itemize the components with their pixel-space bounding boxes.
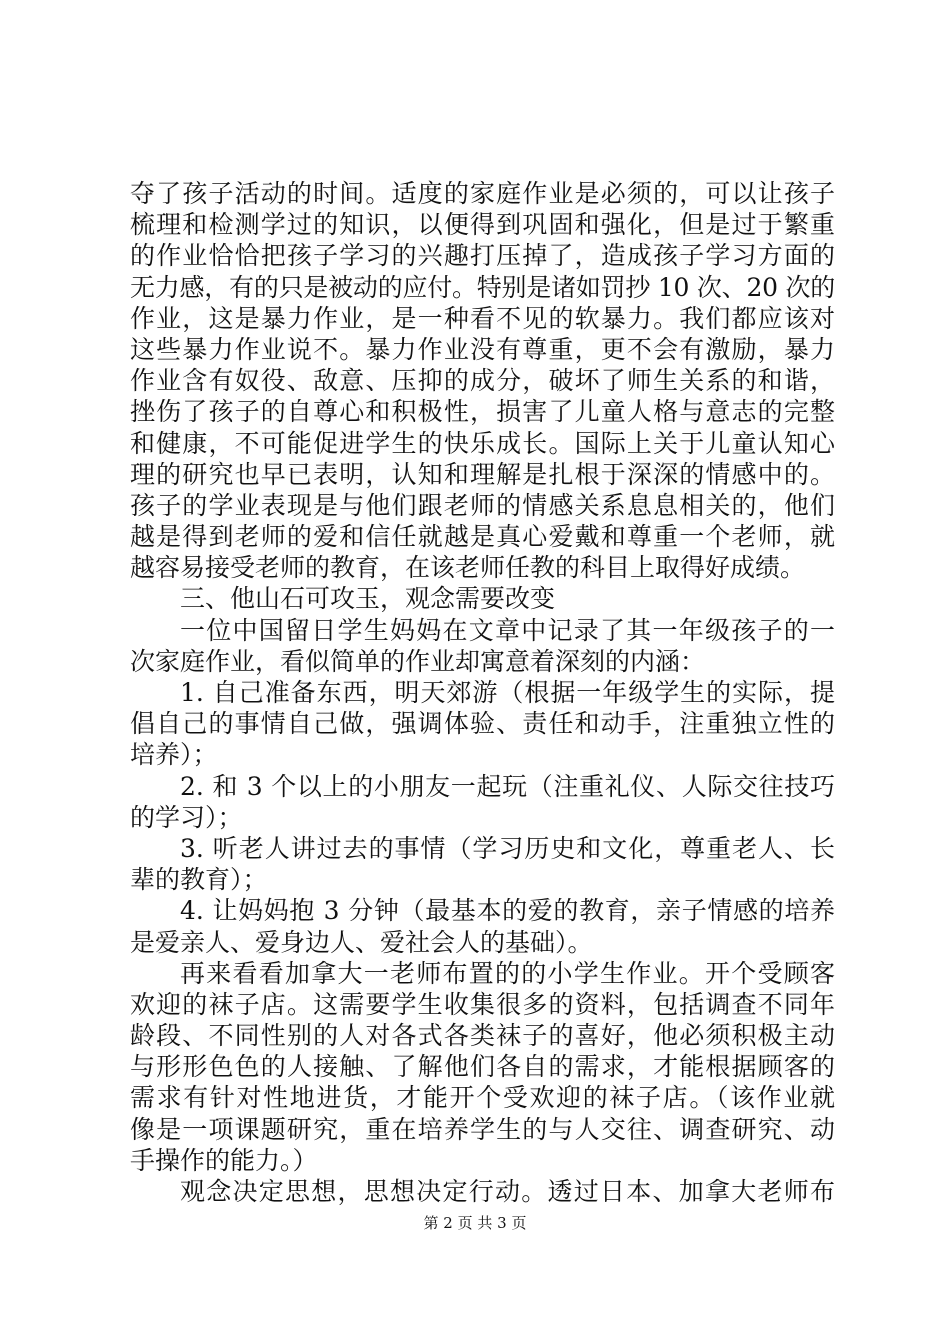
- text-line: 辈的教育）；: [130, 865, 268, 895]
- list-item-3: 3. 听老人讲过去的事情（学习历史和文化，尊重老人、长: [180, 833, 835, 863]
- text-line: 需求有针对性地进货，才能开个受欢迎的袜子店。（该作业就: [130, 1083, 835, 1113]
- text-line: 作业，这是暴力作业，是一种看不见的软暴力。我们都应该对: [130, 303, 835, 333]
- text-line: 孩子的学业表现是与他们跟老师的情感关系息息相关的，他们: [130, 490, 835, 520]
- text-line: 倡自己的事情自己做，强调体验、责任和动手，注重独立性的: [130, 709, 835, 739]
- text-line: 与形形色色的人接触、了解他们各自的需求，才能根据顾客的: [130, 1052, 835, 1082]
- list-item-4: 4. 让妈妈抱 3 分钟（最基本的爱的教育，亲子情感的培养: [180, 896, 835, 926]
- text-line: 的学习）；: [130, 802, 243, 832]
- paragraph-start-line: 观念决定思想，思想决定行动。透过日本、加拿大老师布: [180, 1177, 835, 1206]
- text-line: 龄段、不同性别的人对各式各类袜子的喜好，他必须积极主动: [130, 1021, 835, 1051]
- text-line: 梳理和检测学过的知识，以便得到巩固和强化，但是过于繁重: [130, 210, 835, 240]
- text-line: 欢迎的袜子店。这需要学生收集很多的资料，包括调查不同年: [130, 989, 835, 1019]
- text-line: 的作业恰恰把孩子学习的兴趣打压掉了，造成孩子学习方面的: [130, 241, 835, 271]
- text-line: 是爱亲人、爱身边人、爱社会人的基础）。: [130, 927, 593, 957]
- document-body: [130, 178, 835, 1207]
- text-line: 越容易接受老师的教育，在该老师任教的科目上取得好成绩。: [130, 553, 806, 583]
- page-footer: 第 2 页 共 3 页: [423, 1214, 527, 1232]
- text-line: 次家庭作业，看似简单的作业却寓意着深刻的内涵：: [130, 646, 706, 676]
- paragraph-start-line: 再来看看加拿大一老师布置的的小学生作业。开个受顾客: [180, 958, 835, 988]
- text-line: 和健康，不可能促进学生的快乐成长。国际上关于儿童认知心: [130, 428, 835, 458]
- text-line: 理的研究也早已表明，认知和理解是扎根于深深的情感中的。: [130, 459, 835, 489]
- text-line: 越是得到老师的爱和信任就越是真心爱戴和尊重一个老师，就: [130, 522, 835, 552]
- text-line: 培养）；: [130, 740, 218, 770]
- paragraph-start-line: 一位中国留日学生妈妈在文章中记录了其一年级孩子的一: [180, 615, 835, 645]
- text-line: 作业含有奴役、敌意、压抑的成分，破坏了师生关系的和谐，: [130, 366, 835, 396]
- text-line: 夺了孩子活动的时间。适度的家庭作业是必须的，可以让孩子: [130, 179, 835, 208]
- text-line: 手操作的能力。）: [130, 1145, 318, 1175]
- section-heading: 三、他山石可攻玉，观念需要改变: [180, 584, 556, 614]
- text-line: 挫伤了孩子的自尊心和积极性，损害了儿童人格与意志的完整: [130, 397, 835, 427]
- list-item-2: 2. 和 3 个以上的小朋友一起玩（注重礼仪、人际交往技巧: [180, 771, 835, 801]
- text-line: 无力感，有的只是被动的应付。特别是诸如罚抄 10 次、20 次的: [130, 272, 835, 302]
- text-line: 像是一项课题研究，重在培养学生的与人交往、调查研究、动: [130, 1114, 835, 1144]
- list-item-1: 1. 自己准备东西，明天郊游（根据一年级学生的实际，提: [180, 678, 835, 707]
- text-line: 这些暴力作业说不。暴力作业没有尊重，更不会有激励，暴力: [130, 334, 835, 364]
